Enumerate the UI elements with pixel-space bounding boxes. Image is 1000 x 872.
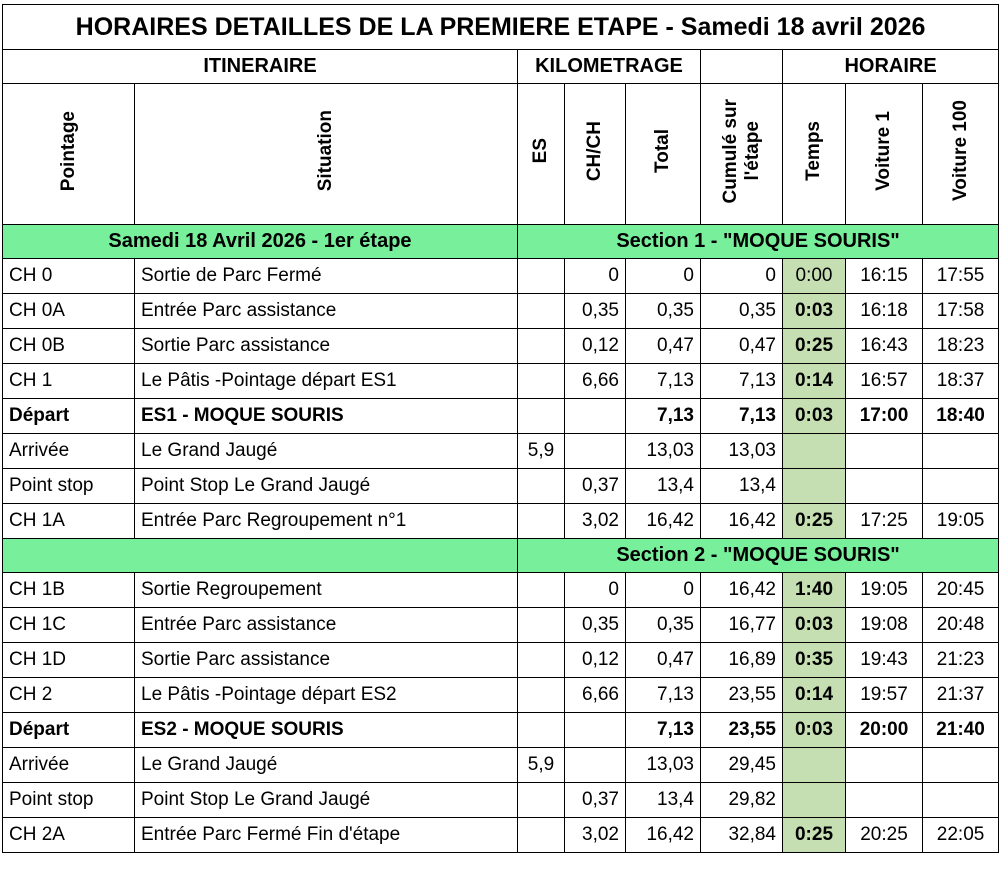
table-row: [3, 469, 999, 504]
header-total: Total: [626, 84, 701, 225]
cell-voiture1: 19:43: [846, 643, 923, 678]
cell-es: [518, 329, 565, 364]
table-row: [3, 504, 999, 539]
cell-total: 13,03: [626, 748, 701, 783]
cell-pointage: CH 1C: [3, 608, 135, 643]
cell-situation: Le Grand Jaugé: [135, 434, 518, 469]
cell-es: [518, 259, 565, 294]
table-row: [3, 364, 999, 399]
cell-chch: 3,02: [565, 818, 626, 853]
group-kilometrage: KILOMETRAGE: [518, 50, 701, 84]
cell-chch: 6,66: [565, 364, 626, 399]
group-empty: [701, 50, 783, 84]
cell-cumule: 23,55: [701, 713, 783, 748]
table-row: [3, 573, 999, 608]
cell-cumule: 0,35: [701, 294, 783, 329]
cell-temps: [783, 748, 846, 783]
cell-voiture100: 17:58: [923, 294, 999, 329]
cell-cumule: 13,03: [701, 434, 783, 469]
cell-cumule: 16,42: [701, 573, 783, 608]
group-horaire: HORAIRE: [783, 50, 999, 84]
table-row: [3, 434, 999, 469]
table-row: [3, 259, 999, 294]
cell-es: [518, 783, 565, 818]
cell-voiture100: [923, 748, 999, 783]
cell-situation: Le Grand Jaugé: [135, 748, 518, 783]
cell-chch: 0,12: [565, 329, 626, 364]
cell-total: 0,35: [626, 294, 701, 329]
cell-es: [518, 678, 565, 713]
section-1-label: Section 1 - "MOQUE SOURIS": [518, 225, 999, 259]
cell-temps: 0:03: [783, 399, 846, 434]
cell-cumule: 16,77: [701, 608, 783, 643]
cell-voiture1: 17:00: [846, 399, 923, 434]
table-row: [3, 329, 999, 364]
stage-date-label: Samedi 18 Avril 2026 - 1er étape: [3, 225, 518, 259]
cell-temps: 0:03: [783, 294, 846, 329]
cell-voiture1: 19:57: [846, 678, 923, 713]
cell-total: 13,4: [626, 469, 701, 504]
section-2-band: [3, 539, 999, 573]
cell-pointage: Départ: [3, 399, 135, 434]
cell-pointage: CH 1: [3, 364, 135, 399]
cell-temps: 0:03: [783, 608, 846, 643]
cell-chch: 0,35: [565, 608, 626, 643]
cell-es: [518, 573, 565, 608]
table-row: [3, 294, 999, 329]
cell-es: [518, 643, 565, 678]
cell-pointage: Arrivée: [3, 434, 135, 469]
header-pointage: Pointage: [3, 84, 135, 225]
cell-temps: 0:03: [783, 713, 846, 748]
cell-situation: Entrée Parc assistance: [135, 608, 518, 643]
cell-temps: 1:40: [783, 573, 846, 608]
cell-voiture100: 18:40: [923, 399, 999, 434]
cell-cumule: 7,13: [701, 399, 783, 434]
cell-es: 5,9: [518, 748, 565, 783]
cell-situation: Sortie Parc assistance: [135, 329, 518, 364]
schedule-table: [2, 4, 999, 853]
cell-situation: Le Pâtis -Pointage départ ES1: [135, 364, 518, 399]
header-cumule-line1: Cumulé sur: [719, 98, 741, 204]
cell-voiture1: 16:15: [846, 259, 923, 294]
cell-es: 5,9: [518, 434, 565, 469]
cell-total: 16,42: [626, 504, 701, 539]
table-row: [3, 748, 999, 783]
cell-voiture100: 21:37: [923, 678, 999, 713]
cell-pointage: CH 0A: [3, 294, 135, 329]
cell-temps: 0:14: [783, 678, 846, 713]
cell-chch: 0,35: [565, 294, 626, 329]
cell-cumule: 0,47: [701, 329, 783, 364]
cell-voiture1: 19:05: [846, 573, 923, 608]
cell-chch: 0,12: [565, 643, 626, 678]
cell-temps: [783, 469, 846, 504]
header-cumule: [701, 84, 783, 225]
cell-situation: Sortie Parc assistance: [135, 643, 518, 678]
cell-voiture100: 18:37: [923, 364, 999, 399]
cell-chch: 0,37: [565, 783, 626, 818]
cell-chch: 0: [565, 259, 626, 294]
cell-total: 0: [626, 259, 701, 294]
cell-total: 0,47: [626, 643, 701, 678]
cell-voiture100: 20:48: [923, 608, 999, 643]
cell-total: 13,03: [626, 434, 701, 469]
cell-temps: 0:25: [783, 818, 846, 853]
cell-situation: Sortie de Parc Fermé: [135, 259, 518, 294]
cell-es: [518, 818, 565, 853]
cell-chch: 6,66: [565, 678, 626, 713]
cell-temps: 0:35: [783, 643, 846, 678]
cell-es: [518, 608, 565, 643]
cell-situation: Sortie Regroupement: [135, 573, 518, 608]
cell-pointage: Point stop: [3, 469, 135, 504]
cell-pointage: CH 1A: [3, 504, 135, 539]
cell-pointage: Point stop: [3, 783, 135, 818]
cell-temps: 0:25: [783, 329, 846, 364]
header-es: ES: [518, 84, 565, 225]
cell-cumule: 7,13: [701, 364, 783, 399]
cell-pointage: Arrivée: [3, 748, 135, 783]
cell-cumule: 23,55: [701, 678, 783, 713]
cell-voiture100: [923, 783, 999, 818]
cell-es: [518, 364, 565, 399]
cell-situation: Entrée Parc Regroupement n°1: [135, 504, 518, 539]
cell-situation: Point Stop Le Grand Jaugé: [135, 783, 518, 818]
cell-pointage: CH 1D: [3, 643, 135, 678]
cell-es: [518, 294, 565, 329]
header-cumule-line2: l'étape: [741, 121, 763, 181]
cell-total: 7,13: [626, 399, 701, 434]
page-title: HORAIRES DETAILLES DE LA PREMIERE ETAPE - Samedi 18 avril 2026: [3, 5, 999, 50]
cell-temps: 0:25: [783, 504, 846, 539]
cell-situation: ES1 - MOQUE SOURIS: [135, 399, 518, 434]
cell-pointage: CH 0: [3, 259, 135, 294]
cell-voiture1: 16:18: [846, 294, 923, 329]
cell-cumule: 0: [701, 259, 783, 294]
header-voiture1: Voiture 1: [846, 84, 923, 225]
cell-voiture100: 20:45: [923, 573, 999, 608]
cell-voiture100: [923, 469, 999, 504]
cell-cumule: 16,89: [701, 643, 783, 678]
cell-voiture1: 16:43: [846, 329, 923, 364]
section-1-band: [3, 225, 999, 259]
table-row: [3, 643, 999, 678]
header-voiture100: Voiture 100: [923, 84, 999, 225]
cell-total: 0,47: [626, 329, 701, 364]
cell-situation: Entrée Parc assistance: [135, 294, 518, 329]
cell-total: 7,13: [626, 364, 701, 399]
table-row: [3, 608, 999, 643]
cell-voiture1: 20:00: [846, 713, 923, 748]
cell-pointage: CH 1B: [3, 573, 135, 608]
cell-situation: ES2 - MOQUE SOURIS: [135, 713, 518, 748]
cell-voiture1: 17:25: [846, 504, 923, 539]
cell-cumule: 29,45: [701, 748, 783, 783]
cell-voiture1: 20:25: [846, 818, 923, 853]
cell-temps: 0:14: [783, 364, 846, 399]
cell-cumule: 13,4: [701, 469, 783, 504]
cell-cumule: 16,42: [701, 504, 783, 539]
cell-es: [518, 469, 565, 504]
cell-situation: Entrée Parc Fermé Fin d'étape: [135, 818, 518, 853]
table-row: [3, 399, 999, 434]
table-row: [3, 678, 999, 713]
header-chch: CH/CH: [565, 84, 626, 225]
cell-voiture100: 22:05: [923, 818, 999, 853]
cell-pointage: CH 0B: [3, 329, 135, 364]
cell-temps: 0:00: [783, 259, 846, 294]
table-row: [3, 783, 999, 818]
cell-voiture100: 19:05: [923, 504, 999, 539]
cell-chch: 3,02: [565, 504, 626, 539]
cell-chch: 0,37: [565, 469, 626, 504]
cell-voiture100: 21:40: [923, 713, 999, 748]
cell-voiture100: [923, 434, 999, 469]
section-2-label: Section 2 - "MOQUE SOURIS": [518, 539, 999, 573]
cell-pointage: CH 2A: [3, 818, 135, 853]
cell-cumule: 32,84: [701, 818, 783, 853]
cell-voiture100: 18:23: [923, 329, 999, 364]
cell-voiture1: 19:08: [846, 608, 923, 643]
cell-total: 13,4: [626, 783, 701, 818]
header-situation: Situation: [135, 84, 518, 225]
cell-voiture1: [846, 469, 923, 504]
cell-chch: [565, 713, 626, 748]
section-2-left-label: [3, 539, 518, 573]
cell-chch: [565, 399, 626, 434]
cell-total: 16,42: [626, 818, 701, 853]
cell-voiture1: [846, 783, 923, 818]
cell-total: 0: [626, 573, 701, 608]
cell-pointage: CH 2: [3, 678, 135, 713]
cell-voiture1: [846, 748, 923, 783]
cell-total: 7,13: [626, 678, 701, 713]
cell-situation: Le Pâtis -Pointage départ ES2: [135, 678, 518, 713]
table-row: [3, 818, 999, 853]
cell-es: [518, 399, 565, 434]
cell-pointage: Départ: [3, 713, 135, 748]
cell-chch: [565, 748, 626, 783]
cell-voiture100: 17:55: [923, 259, 999, 294]
cell-cumule: 29,82: [701, 783, 783, 818]
group-itineraire: ITINERAIRE: [3, 50, 518, 84]
cell-total: 0,35: [626, 608, 701, 643]
table-row: [3, 713, 999, 748]
cell-voiture1: 16:57: [846, 364, 923, 399]
cell-chch: 0: [565, 573, 626, 608]
cell-chch: [565, 434, 626, 469]
cell-voiture100: 21:23: [923, 643, 999, 678]
cell-es: [518, 504, 565, 539]
cell-temps: [783, 434, 846, 469]
header-temps: Temps: [783, 84, 846, 225]
cell-temps: [783, 783, 846, 818]
cell-voiture1: [846, 434, 923, 469]
cell-situation: Point Stop Le Grand Jaugé: [135, 469, 518, 504]
cell-total: 7,13: [626, 713, 701, 748]
cell-es: [518, 713, 565, 748]
